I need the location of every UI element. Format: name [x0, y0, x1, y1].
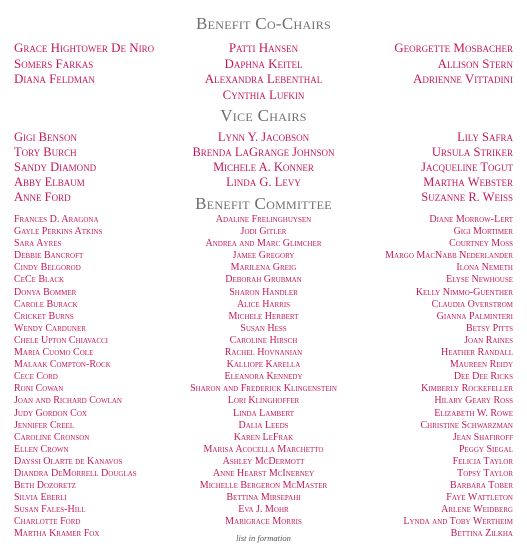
- list-item: Chele Upton Chiavacci: [14, 334, 109, 346]
- list-item: Brenda LaGrange Johnson: [192, 145, 335, 159]
- list-item: Susan Hess: [240, 322, 287, 334]
- list-item: Caroline Cronson: [14, 431, 90, 443]
- list-item: Sharon Handler: [229, 286, 298, 298]
- list-item: Abby Elbaum: [14, 175, 85, 189]
- list-item: Lynn Y. Jacobson: [217, 130, 310, 144]
- list-item: Charlotte Ford: [14, 516, 81, 528]
- list-item: Marilena Greig: [230, 262, 297, 274]
- list-item: Tory Burch: [14, 145, 77, 159]
- list-item: Topsy Taylor: [457, 467, 513, 479]
- list-item: Judy Gordon Cox: [14, 407, 87, 419]
- list-item: Alice Harris: [236, 298, 291, 310]
- list-item: Cynthia Lufkin: [222, 86, 305, 102]
- list-item: Peggy Siegal: [458, 443, 513, 455]
- list-item: Courtney Moss: [449, 238, 513, 250]
- list-item: Sandy Diamond: [14, 160, 97, 174]
- committee-heading: Benefit Committee: [195, 194, 332, 213]
- list-item: Beth Dozoretz: [14, 480, 76, 492]
- list-item: Grace Hightower De Niro: [14, 40, 155, 55]
- list-item: Georgette Mosbacher: [394, 40, 513, 55]
- list-item: Debbie Bancroft: [14, 250, 84, 262]
- list-item: Jodi Gitler: [240, 226, 287, 238]
- list-item: Somers Farkas: [14, 55, 94, 71]
- list-item: Anne Hearst McInerney: [212, 467, 315, 479]
- list-item: Bettina Zilkha: [450, 528, 513, 540]
- list-item: Donya Bommer: [14, 286, 77, 298]
- list-item: Patti Hansen: [228, 40, 299, 55]
- vicechairs-heading: Vice Chairs: [220, 106, 307, 125]
- list-item: Cece Cord: [14, 371, 58, 383]
- list-item: Kelly Nimmo-Guenther: [415, 286, 513, 298]
- list-item: Felicia Taylor: [452, 455, 513, 467]
- list-item: Andrea and Marc Glimcher: [205, 238, 322, 250]
- list-item: CeCe Black: [14, 274, 65, 286]
- list-item: Dee Dee Ricks: [453, 371, 513, 383]
- list-item: Sara Ayres: [14, 238, 62, 250]
- list-item: Malaak Compton-Rock: [14, 359, 111, 371]
- list-item: Ilona Nemeth: [456, 262, 513, 274]
- list-item: Elyse Newhouse: [446, 274, 513, 286]
- list-item: Frances D. Aragona: [14, 214, 99, 225]
- list-item: Jean Shafiroff: [452, 431, 513, 443]
- list-item: Eleanora Kennedy: [224, 371, 303, 383]
- list-item: Karen LeFrak: [233, 431, 294, 443]
- list-item: Gianna Palminteri: [436, 310, 513, 322]
- list-item: Alexandra Lebenthal: [204, 71, 323, 86]
- list-item: Gigi Benson: [14, 130, 77, 144]
- list-item: Cindy Belgorod: [14, 262, 81, 274]
- list-item: Ellen Crown: [14, 443, 69, 455]
- cochairs-heading: Benefit Co-Chairs: [195, 14, 332, 33]
- committee-right-column: [385, 214, 513, 541]
- cochairs-right-column: [394, 40, 513, 87]
- list-item: Michelle Bergeron McMaster: [199, 480, 328, 492]
- list-item: Hilary Geary Ross: [434, 395, 513, 407]
- list-item: Bettina Mirsepahi: [226, 492, 301, 504]
- list-item: Adaline Frelinghuysen: [215, 214, 312, 225]
- list-item: Sharon and Frederick Klingenstein: [190, 383, 337, 395]
- list-item: Linda G. Levy: [226, 175, 301, 189]
- list-item: Allison Stern: [437, 55, 513, 71]
- list-item: Jennifer Creel: [14, 419, 75, 431]
- list-item: Ashley McDermott: [222, 455, 305, 467]
- list-item: Maria Cuomo Cole: [14, 347, 94, 359]
- list-item: Joan and Richard Cowlan: [14, 395, 122, 407]
- list-item: Lily Safra: [457, 130, 513, 144]
- list-item: Daphna Keitel: [224, 55, 303, 71]
- list-item: Lynda and Toby Wertheim: [403, 516, 513, 528]
- list-item: Roni Cowan: [14, 383, 64, 395]
- list-item: Silvia Eberli: [14, 492, 67, 504]
- list-item: Martha Webster: [423, 175, 513, 189]
- list-item: Gigi Mortimer: [453, 226, 513, 238]
- list-item: Michele Herbert: [228, 310, 299, 322]
- list-item: Eva J. Mohr: [238, 504, 289, 516]
- list-item: Christine Schwarzman: [420, 419, 513, 431]
- list-item: Jamee Gregory: [232, 250, 295, 262]
- list-item: Barbara Tober: [450, 480, 513, 492]
- list-item: Lori Klinghoffer: [227, 395, 300, 407]
- list-item: Arlene Weidberg: [441, 504, 513, 516]
- list-item: Adrienne Vittadini: [412, 71, 513, 86]
- list-item: Marigrace Morris: [225, 516, 302, 528]
- list-item: Gayle Perkins Atkins: [14, 226, 103, 238]
- list-item: Margo MacNabb Nederlander: [385, 250, 513, 262]
- list-item: Faye Wattleton: [446, 492, 513, 504]
- list-item: Elizabeth W. Rowe: [434, 407, 513, 419]
- list-item: Linda Lambert: [233, 407, 294, 419]
- list-item: Claudia Overstrom: [431, 298, 513, 310]
- list-item: Kalliope Karella: [226, 359, 301, 371]
- list-item: Dalia Leeds: [238, 419, 289, 431]
- list-item: Diane Morrow-Lert: [429, 214, 513, 225]
- list-item: Wendy Carduner: [14, 322, 86, 334]
- list-item: Kimberly Rockefeller: [421, 383, 513, 395]
- list-item: Maureen Reidy: [449, 359, 513, 371]
- list-item: Deborah Grubman: [225, 274, 302, 286]
- list-item: Suzanne R. Weiss: [421, 190, 513, 204]
- list-item: Martha Kramer Fox: [14, 528, 100, 540]
- list-item: Cricket Burns: [14, 310, 74, 322]
- list-in-formation-note: list in formation: [236, 533, 291, 543]
- list-item: Betsy Pitts: [465, 322, 513, 334]
- list-item: Susan Fales-Hill: [14, 504, 86, 516]
- list-item: Dayssi Olarte de Kanavos: [14, 455, 123, 467]
- list-item: Ursula Striker: [431, 145, 513, 159]
- list-item: Marisa Acocella Marchetto: [203, 443, 324, 455]
- list-item: Carole Burack: [14, 298, 78, 310]
- list-item: Heather Randall: [441, 347, 513, 359]
- list-item: Rachel Hovnanian: [224, 347, 303, 359]
- list-item: Diana Feldman: [14, 71, 95, 86]
- list-item: Caroline Hirsch: [229, 334, 298, 346]
- list-item: Michele A. Konner: [213, 160, 314, 174]
- list-item: Diandra DeMorrell Douglas: [14, 467, 137, 479]
- list-item: Joan Raines: [464, 334, 513, 346]
- list-item: Jacqueline Togut: [421, 160, 513, 174]
- list-item: Anne Ford: [14, 190, 71, 204]
